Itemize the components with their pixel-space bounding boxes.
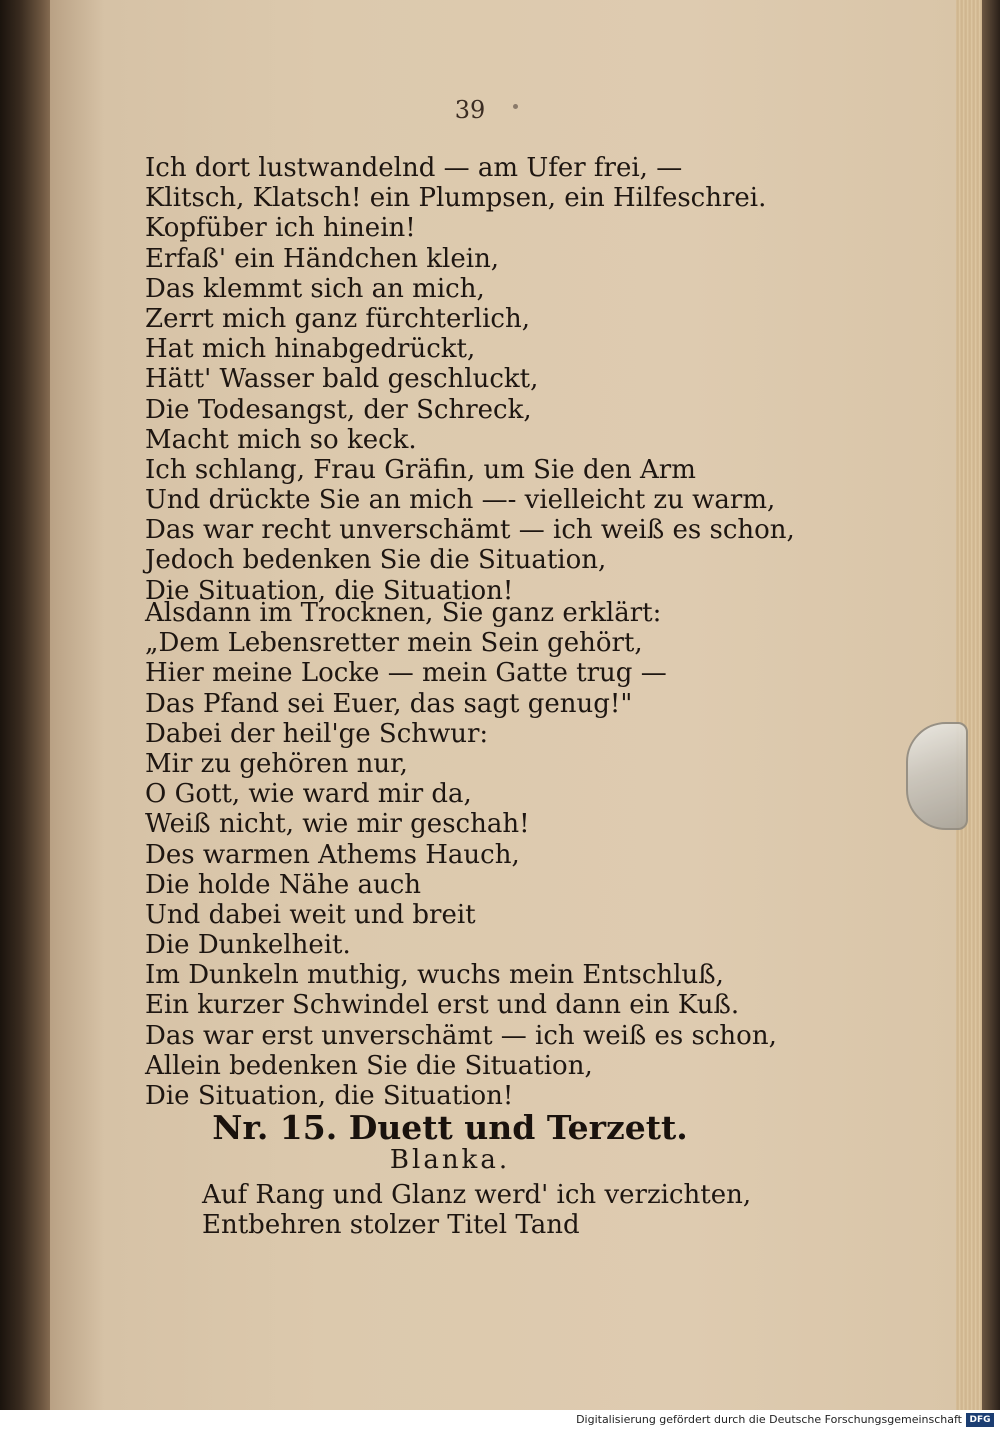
verse-line: Kopfüber ich hinein! xyxy=(145,213,416,244)
verse-line: Das klemmt sich an mich, xyxy=(145,273,485,304)
verse-line: Das war recht unverschämt — ich weiß es schon, xyxy=(145,515,795,546)
verse-line: Alsdann im Trocknen, Sie ganz erklärt: xyxy=(145,598,662,628)
verse-line: Dabei der heil'ge Schwur: xyxy=(145,718,489,749)
page-number: 39 xyxy=(454,96,486,124)
verse-line: Die Situation, die Situation! xyxy=(145,1081,514,1111)
verse-line: Die Dunkelheit. xyxy=(145,930,351,961)
verse-line: Die Todesangst, der Schreck, xyxy=(145,394,532,425)
section-heading: Nr. 15. Duett und Terzett. xyxy=(212,1108,688,1147)
verse-line: Hat mich hinabgedrückt, xyxy=(145,334,476,365)
verse-line: Hätt' Wasser bald geschluckt, xyxy=(145,364,539,395)
verse-line: Macht mich so keck. xyxy=(145,424,417,455)
speaker-name: Blanka. xyxy=(389,1145,511,1175)
verse-line: Das war erst unverschämt — ich weiß es schon, xyxy=(145,1020,777,1051)
verse-line: Allein bedenken Sie die Situation, xyxy=(145,1050,593,1081)
verse-line: O Gott, wie ward mir da, xyxy=(145,779,472,810)
verse-stanza-3 xyxy=(202,1180,751,1240)
verse-stanza-2 xyxy=(145,598,777,1111)
verse-line: Entbehren stolzer Titel Tand xyxy=(202,1210,580,1241)
verse-line: Des warmen Athems Hauch, xyxy=(145,839,520,870)
verse-line: „Dem Lebensretter mein Sein gehört, xyxy=(145,628,643,659)
verse-line: Auf Rang und Glanz werd' ich verzichten, xyxy=(202,1180,752,1210)
verse-line: Erfaß' ein Händchen klein, xyxy=(145,243,500,274)
dfg-logo: DFG xyxy=(966,1413,994,1427)
verse-line: Mir zu gehören nur, xyxy=(145,748,408,779)
page-stack-edge xyxy=(956,0,982,1410)
book-edge-shadow xyxy=(982,0,1000,1410)
verse-line: Das Pfand sei Euer, das sagt genug!" xyxy=(145,688,633,719)
verse-line: Weiß nicht, wie mir geschah! xyxy=(145,809,530,840)
verse-line: Ein kurzer Schwindel erst und dann ein Kuß. xyxy=(145,990,740,1021)
verse-line: Die Situation, die Situation! xyxy=(145,575,514,606)
verse-line: Zerrt mich ganz fürchterlich, xyxy=(145,303,530,334)
verse-line: Ich dort lustwandelnd — am Ufer frei, — xyxy=(145,153,683,183)
verse-stanza-1 xyxy=(145,153,795,606)
footer-bar xyxy=(0,1410,1000,1431)
verse-line: Jedoch bedenken Sie die Situation, xyxy=(145,545,607,576)
verse-line: Klitsch, Klatsch! ein Plumpsen, ein Hilfeschrei. xyxy=(145,183,767,214)
verse-line: Die holde Nähe auch xyxy=(145,869,422,900)
print-speck xyxy=(513,104,518,109)
funding-credit: Digitalisierung gefördert durch die Deutsche Forschungsgemeinschaft xyxy=(576,1413,962,1426)
verse-line: Im Dunkeln muthig, wuchs mein Entschluß, xyxy=(145,960,724,991)
page-clip xyxy=(906,722,968,830)
verse-line: Hier meine Locke — mein Gatte trug — xyxy=(145,658,667,689)
verse-line: Und dabei weit und breit xyxy=(145,899,476,930)
verse-line: Und drückte Sie an mich —- vielleicht zu warm, xyxy=(145,485,776,516)
book-gutter xyxy=(0,0,52,1410)
verse-line: Ich schlang, Frau Gräfin, um Sie den Arm xyxy=(145,454,696,485)
